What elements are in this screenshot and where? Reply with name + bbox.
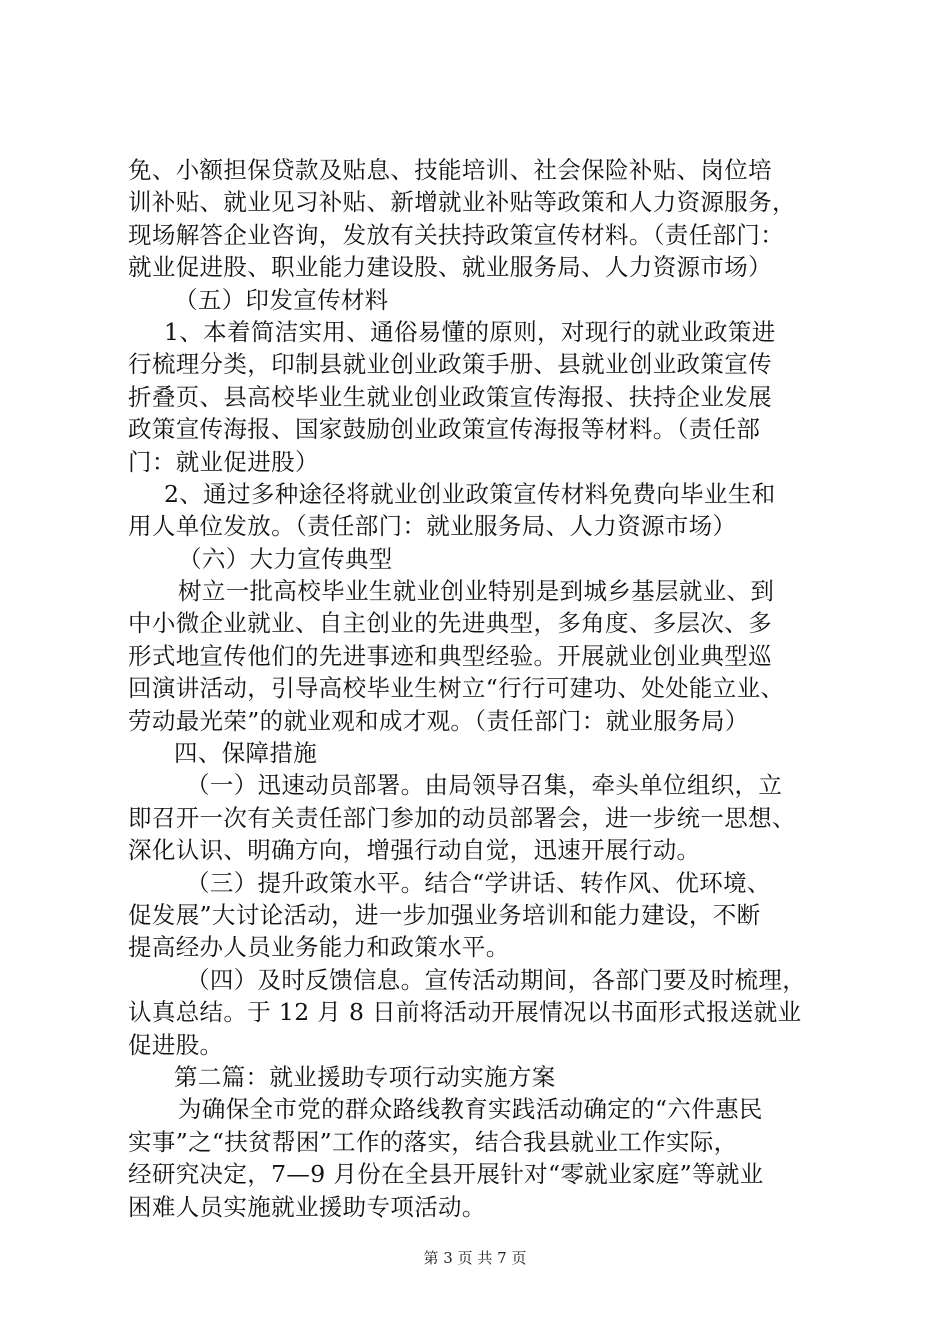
text-line: 提高经办人员业务能力和政策水平。 <box>128 933 510 962</box>
document-body <box>128 154 834 1223</box>
text-line: 促发展”大讨论活动，进一步加强业务培训和能力建设，不断 <box>128 900 761 929</box>
text-line: （一）迅速动员部署。由局领导召集，牵头单位组织，立 <box>186 771 783 800</box>
text-line: 训补贴、就业见习补贴、新增就业补贴等政策和人力资源服务， <box>128 188 796 217</box>
text-line: 困难人员实施就业援助专项活动。 <box>128 1192 486 1221</box>
text-line: 现场解答企业咨询，发放有关扶持政策宣传材料。（责任部门： <box>128 220 785 249</box>
text-line: 1、本着简洁实用、通俗易懂的原则，对现行的就业政策进 <box>164 317 776 346</box>
text-line: 形式地宣传他们的先进事迹和典型经验。开展就业创业典型巡 <box>128 641 772 670</box>
text-line: 即召开一次有关责任部门参加的动员部署会，进一步统一思想、 <box>128 803 796 832</box>
text-line: 认真总结。于 12 月 8 日前将活动开展情况以书面形式报送就业 <box>128 998 802 1027</box>
text-line: 深化认识、明确方向，增强行动自觉，迅速开展行动。 <box>128 836 701 865</box>
page-footer: 第 3 页 共 7 页 <box>423 1249 527 1267</box>
text-line: 中小微企业就业、自主创业的先进典型，多角度、多层次、多 <box>128 609 772 638</box>
text-line: （四）及时反馈信息。宣传活动期间，各部门要及时梳理， <box>186 965 807 994</box>
text-line: 折叠页、县高校毕业生就业创业政策宣传海报、扶持企业发展 <box>128 382 772 411</box>
section-heading: （六）大力宣传典型 <box>178 544 393 573</box>
text-line: 行梳理分类，印制县就业创业政策手册、县就业创业政策宣传 <box>128 350 772 379</box>
text-line: 劳动最光荣”的就业观和成才观。（责任部门：就业服务局） <box>128 706 749 735</box>
text-line: 2、通过多种途径将就业创业政策宣传材料免费向毕业生和 <box>164 479 776 508</box>
text-line: 为确保全市党的群众路线教育实践活动确定的“六件惠民 <box>178 1095 763 1124</box>
text-line: 门：就业促进股） <box>128 447 319 476</box>
section-heading: 第二篇：就业援助专项行动实施方案 <box>174 1062 556 1091</box>
section-heading: （五）印发宣传材料 <box>174 285 389 314</box>
text-line: 促进股。 <box>128 1030 224 1059</box>
text-line: 政策宣传海报、国家鼓励创业政策宣传海报等材料。（责任部 <box>128 415 761 444</box>
text-line: 实事”之“扶贫帮困”工作的落实，结合我县就业工作实际， <box>128 1127 738 1156</box>
text-line: 回演讲活动，引导高校毕业生树立“行行可建功、处处能立业、 <box>128 674 785 703</box>
section-heading: 四、保障措施 <box>174 739 318 768</box>
text-line: 用人单位发放。（责任部门：就业服务局、人力资源市场） <box>128 512 737 541</box>
text-line: （三）提升政策水平。结合“学讲话、转作风、优环境、 <box>186 868 771 897</box>
text-line: 免、小额担保贷款及贴息、技能培训、社会保险补贴、岗位培 <box>128 156 772 184</box>
text-line: 树立一批高校毕业生就业创业特别是到城乡基层就业、到 <box>178 577 775 606</box>
text-line: 就业促进股、职业能力建设股、就业服务局、人力资源市场） <box>128 253 772 282</box>
text-line: 经研究决定，7—9 月份在全县开展针对“零就业家庭”等就业 <box>128 1160 764 1189</box>
